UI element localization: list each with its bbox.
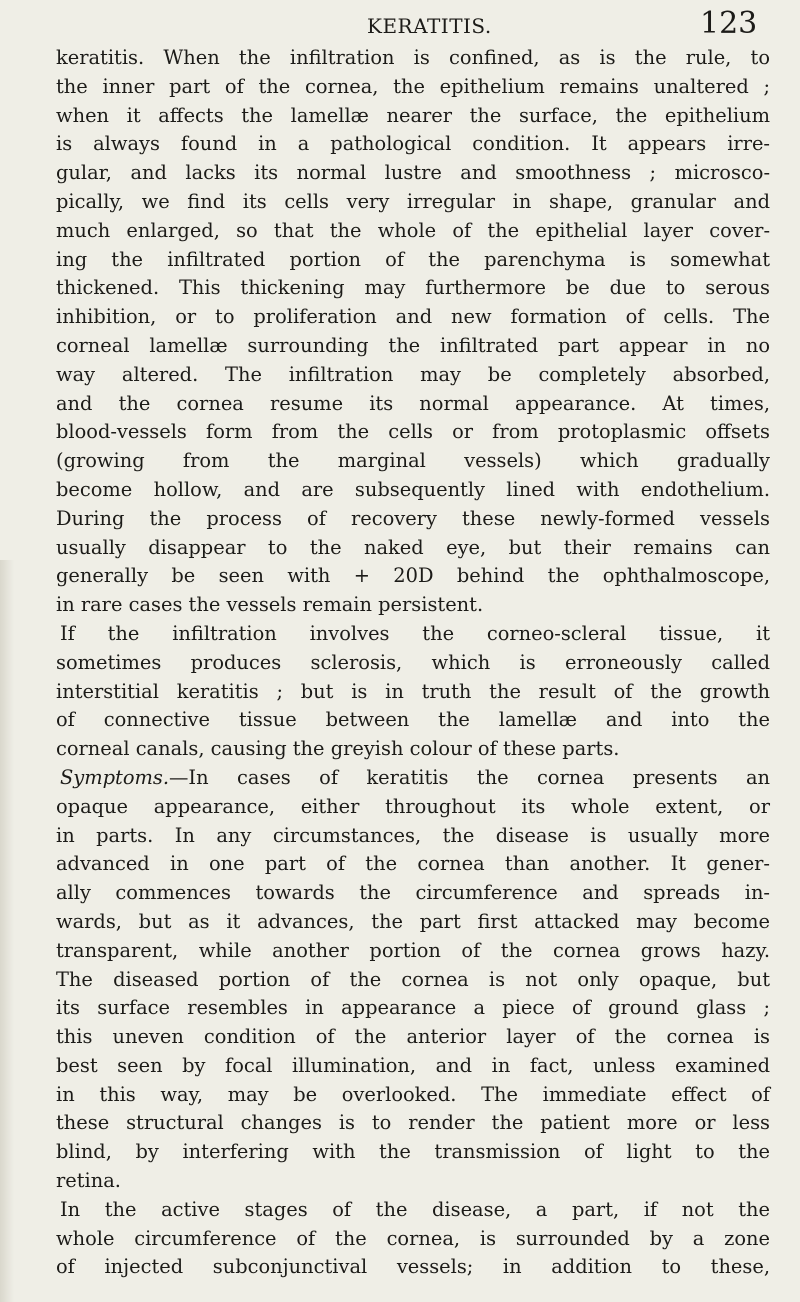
text-line: in this way, may be overlooked. The immediate effect of bbox=[56, 1082, 770, 1106]
text-line: advanced in one part of the cornea than another. It gener- bbox=[56, 852, 770, 876]
text-line-content: —In cases of keratitis the cornea presents an bbox=[169, 765, 770, 789]
running-head: KERATITIS. bbox=[367, 14, 492, 38]
text-line: ally commences towards the circumference and spreads in- bbox=[56, 881, 770, 905]
text-line: whole circumference of the cornea, is surrounded by a zone bbox=[56, 1226, 770, 1250]
text-line: in parts. In any circumstances, the disease is usually more bbox=[56, 823, 770, 847]
section-heading: Symptoms. bbox=[60, 765, 170, 789]
text-line: these structural changes is to render the patient more or less bbox=[56, 1111, 770, 1135]
page-number: 123 bbox=[700, 6, 758, 41]
text-line: much enlarged, so that the whole of the epithelial layer cover- bbox=[56, 218, 770, 242]
text-line: gular, and lacks its normal lustre and smoothness ; microsco- bbox=[56, 161, 770, 185]
text-line: (growing from the marginal vessels) which gradually bbox=[56, 449, 770, 473]
text-line: of injected subconjunctival vessels; in addition to these, bbox=[56, 1255, 770, 1279]
text-line: The diseased portion of the cornea is not only opaque, but bbox=[56, 967, 770, 991]
text-line: If the infiltration involves the corneo-scleral tissue, it bbox=[60, 621, 770, 645]
text-line: best seen by focal illumination, and in fact, unless examined bbox=[56, 1053, 770, 1077]
text-line: During the process of recovery these newly-formed vessels bbox=[56, 506, 770, 530]
text-line: blood-vessels form from the cells or from protoplasmic offsets bbox=[56, 420, 770, 444]
text-line: opaque appearance, either throughout its whole extent, or bbox=[56, 794, 770, 818]
text-line: the inner part of the cornea, the epithelium remains unaltered ; bbox=[56, 74, 770, 98]
text-line: ing the infiltrated portion of the parenchyma is somewhat bbox=[56, 247, 770, 271]
text-line: corneal lamellæ surrounding the infiltrated part appear in no bbox=[56, 333, 770, 357]
text-line: generally be seen with + 20D behind the ophthalmoscope, bbox=[56, 564, 770, 588]
body-text bbox=[56, 44, 770, 1282]
page-header bbox=[0, 6, 800, 46]
text-line: pically, we find its cells very irregular in shape, granular and bbox=[56, 189, 770, 213]
text-line bbox=[56, 764, 770, 793]
text-line: in rare cases the vessels remain persistent. bbox=[56, 593, 484, 617]
text-line: inhibition, or to proliferation and new formation of cells. The bbox=[56, 305, 770, 329]
text-line: In the active stages of the disease, a part, if not the bbox=[60, 1197, 770, 1221]
text-line: become hollow, and are subsequently lined with endothelium. bbox=[56, 477, 770, 501]
text-line: thickened. This thickening may furthermore be due to serous bbox=[56, 276, 770, 300]
text-line: retina. bbox=[56, 1169, 121, 1193]
text-line: of connective tissue between the lamellæ and into the bbox=[56, 708, 770, 732]
text-line: this uneven condition of the anterior layer of the cornea is bbox=[56, 1025, 770, 1049]
text-line: its surface resembles in appearance a piece of ground glass ; bbox=[56, 996, 770, 1020]
text-line: keratitis. When the infiltration is confined, as is the rule, to bbox=[56, 46, 770, 69]
text-line: transparent, while another portion of the cornea grows hazy. bbox=[56, 938, 770, 962]
text-line: and the cornea resume its normal appearance. At times, bbox=[56, 391, 770, 415]
text-line: interstitial keratitis ; but is in truth the result of the growth bbox=[56, 679, 770, 703]
text-line: usually disappear to the naked eye, but their remains can bbox=[56, 535, 770, 559]
text-line: when it affects the lamellæ nearer the surface, the epithelium bbox=[56, 103, 770, 127]
text-line: is always found in a pathological condition. It appears irre- bbox=[56, 132, 770, 156]
text-line: sometimes produces sclerosis, which is erroneously called bbox=[56, 650, 770, 674]
page-edge-shadow bbox=[0, 560, 14, 1302]
text-line: wards, but as it advances, the part first attacked may become bbox=[56, 909, 770, 933]
text-line: blind, by interfering with the transmission of light to the bbox=[56, 1140, 770, 1164]
text-line: way altered. The infiltration may be completely absorbed, bbox=[56, 362, 770, 386]
text-line: corneal canals, causing the greyish colour of these parts. bbox=[56, 737, 620, 761]
